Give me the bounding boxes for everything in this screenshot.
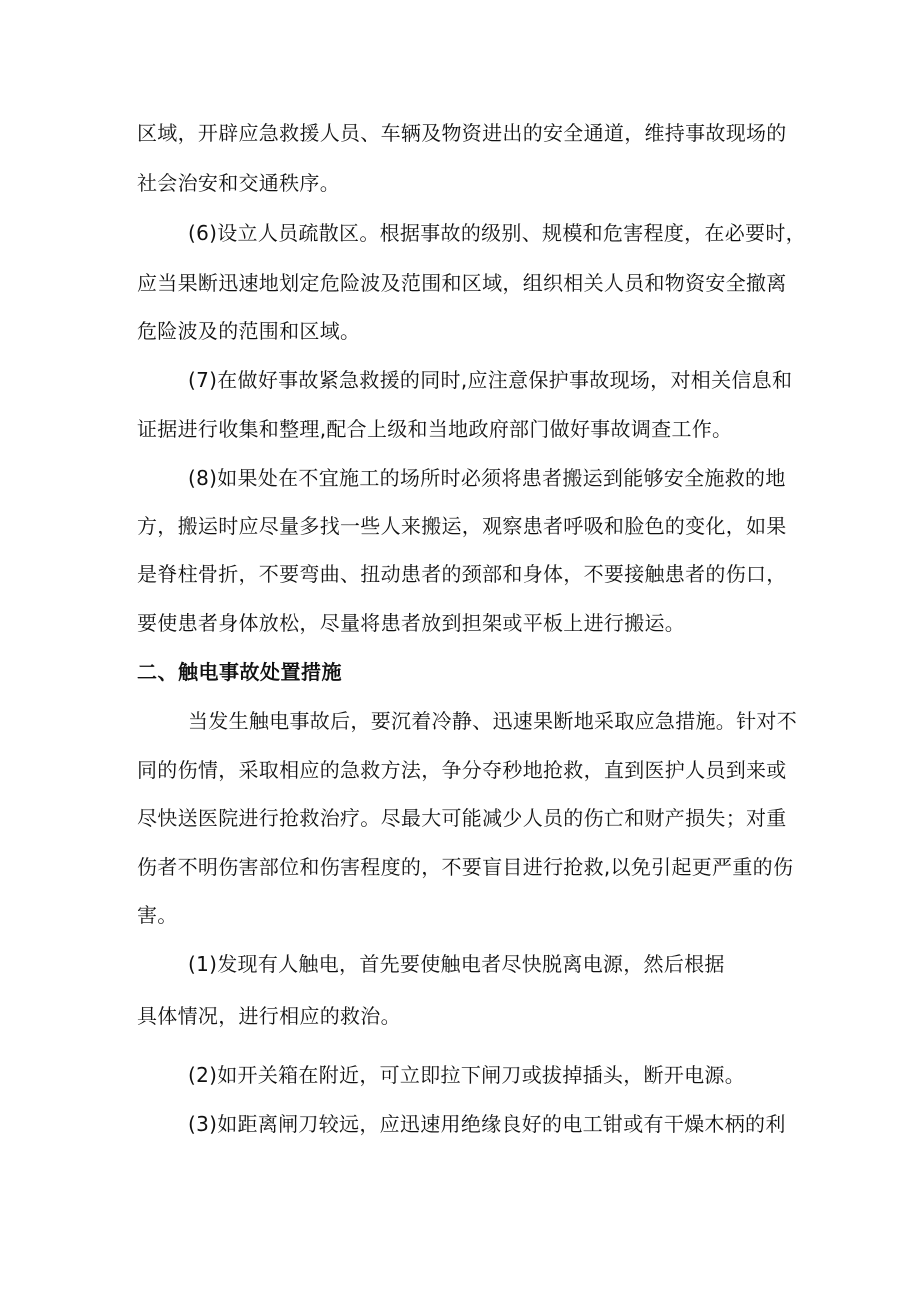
text-line: 尽快送医院进行抢救治疗。尽最大可能减少人员的伤亡和财产损失；对重 [137, 806, 787, 830]
paragraph-item-1: (1)发现有人触电，首先要使触电者尽快脱离电源，然后根据 [188, 952, 725, 976]
text-line: 应当果断迅速地划定危险波及范围和区域，组织相关人员和物资安全撤离 [137, 271, 787, 295]
paragraph-item-3: (3)如距离闸刀较远，应迅速用绝缘良好的电工钳或有干燥木柄的利 [188, 1112, 786, 1136]
text-line: 方，搬运时应尽量多找一些人来搬运，观察患者呼吸和脸色的变化，如果 [137, 514, 787, 538]
text-line: 证据进行收集和整理,配合上级和当地政府部门做好事故调查工作。 [137, 417, 733, 441]
text-line: 伤者不明伤害部位和伤害程度的，不要盲目进行抢救,以免引起更严重的伤 [137, 855, 794, 879]
paragraph-item-6: (6)设立人员疏散区。根据事故的级别、规模和危害程度，在必要时， [188, 221, 806, 245]
text-line: 社会治安和交通秩序。 [137, 171, 340, 195]
paragraph-intro: 当发生触电事故后，要沉着冷静、迅速果断地采取应急措施。针对不 [188, 709, 797, 733]
text-line: 害。 [137, 903, 178, 927]
text-line: 危险波及的范围和区域。 [137, 319, 361, 343]
text-line: 同的伤情，采取相应的急救方法，争分夺秒地抢救，直到医护人员到来或 [137, 758, 787, 782]
paragraph-item-8: (8)如果处在不宜施工的场所时必须将患者搬运到能够安全施救的地 [188, 466, 786, 490]
section-heading: 二、触电事故处置措施 [137, 660, 342, 684]
text-line: 区域，开辟应急救援人员、车辆及物资进出的安全通道，维持事故现场的 [137, 121, 787, 145]
text-line: 要使患者身体放松，尽量将患者放到担架或平板上进行搬运。 [137, 611, 686, 635]
paragraph-item-2: (2)如开关箱在附近，可立即拉下闸刀或拔掉插头，断开电源。 [188, 1063, 746, 1087]
paragraph-item-7: (7)在做好事故紧急救援的同时,应注意保护事故现场，对相关信息和 [188, 368, 793, 392]
text-line: 是脊柱骨折，不要弯曲、扭动患者的颈部和身体，不要接触患者的伤口， [137, 562, 787, 586]
text-line: 具体情况，进行相应的救治。 [137, 1004, 401, 1028]
